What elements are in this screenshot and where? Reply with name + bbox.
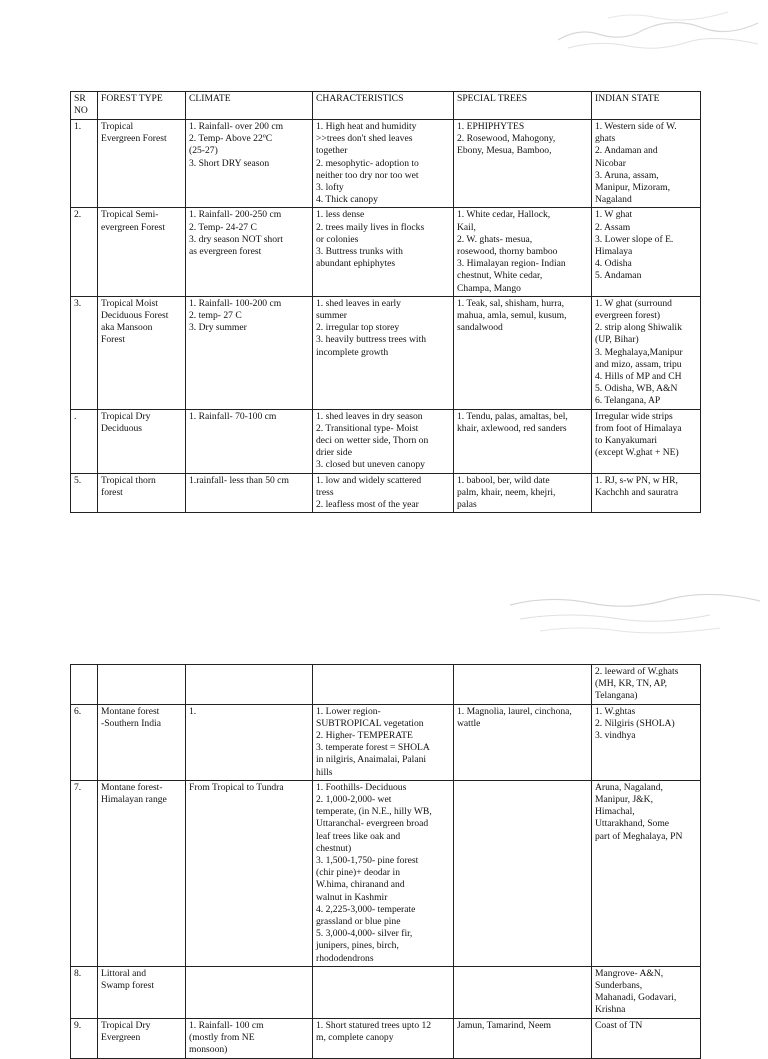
table-cell: From Tropical to Tundra — [186, 780, 313, 966]
table-cell: 1. Tendu, palas, amaltas, bel, khair, axlewood, red sanders — [454, 409, 592, 473]
table-cell: 5. — [71, 473, 98, 513]
table-row — [71, 120, 701, 208]
table-cell: Coast of TN — [592, 1018, 701, 1058]
table-cell: 1. High heat and humidity >>trees don't shed leaves together 2. mesophytic- adoption to neither too dry nor too wet 3. lofty 4. Thick canopy — [313, 120, 454, 208]
table-row — [71, 208, 701, 296]
table-cell: Montane forest -Southern India — [98, 704, 186, 780]
table-cell: 1. shed leaves in dry season 2. Transitional type- Moist deci on wetter side, Thorn on drier side 3. closed but uneven canopy — [313, 409, 454, 473]
table-cell: 9. — [71, 1018, 98, 1058]
table-cell: 1. — [71, 120, 98, 208]
table-cell: 1. less dense 2. trees maily lives in flocks or colonies 3. Buttress trunks with abundant ephiphytes — [313, 208, 454, 296]
table-cell: 1. W.ghtas 2. Nilgiris (SHOLA) 3. vindhya — [592, 704, 701, 780]
table-cell: 8. — [71, 966, 98, 1018]
table-row — [71, 409, 701, 473]
header-indian-state: INDIAN STATE — [592, 92, 701, 120]
table-cell: 1. Magnolia, laurel, cinchona, wattle — [454, 704, 592, 780]
table-cell: 1. RJ, s-w PN, w HR, Kachchh and sauratra — [592, 473, 701, 513]
table-cell: 1. Rainfall- 100-200 cm 2. temp- 27 C 3. Dry summer — [186, 296, 313, 409]
table-cell: 1. Foothills- Deciduous 2. 1,000-2,000- wet temperate, (in N.E., hilly WB, Uttaranchal- evergreen broad leaf trees like oak and chestnut) 3. 1,500-1,750- pine forest (chir pine)+ deodar in W.hima, chiranand and walnut in Kashmir 4. 2,225-3,000- temperate grassland or blue pine 5. 3,000-4,000- silver fir, junipers, pines, birch, rhododendrons — [313, 780, 454, 966]
table-cell: 7. — [71, 780, 98, 966]
table-cell — [454, 665, 592, 705]
table-cell: 2. — [71, 208, 98, 296]
table-row — [71, 296, 701, 409]
table-cell: Jamun, Tamarind, Neem — [454, 1018, 592, 1058]
table-cell: 1.rainfall- less than 50 cm — [186, 473, 313, 513]
table-cell — [71, 665, 98, 705]
table-cell: 1. Rainfall- 70-100 cm — [186, 409, 313, 473]
table-row — [71, 966, 701, 1018]
table-row — [71, 473, 701, 513]
table-cell: Tropical Semi- evergreen Forest — [98, 208, 186, 296]
table-cell: 1. Short statured trees upto 12 m, complete canopy — [313, 1018, 454, 1058]
table-cell: Tropical thorn forest — [98, 473, 186, 513]
table-cell: 1. W ghat 2. Assam 3. Lower slope of E. Himalaya 4. Odisha 5. Andaman — [592, 208, 701, 296]
table-cell: 2. leeward of W.ghats (MH, KR, TN, AP, Telangana) — [592, 665, 701, 705]
table-cell: 1. Western side of W. ghats 2. Andaman and Nicobar 3. Aruna, assam, Manipur, Mizoram, Nagaland — [592, 120, 701, 208]
forest-types-table — [70, 91, 701, 513]
header-sr-no: SR NO — [71, 92, 98, 120]
table-cell — [454, 966, 592, 1018]
header-characteristics: CHARACTERISTICS — [313, 92, 454, 120]
table-cell: 1. EPHIPHYTES 2. Rosewood, Mahogony, Ebony, Mesua, Bamboo, — [454, 120, 592, 208]
table-cell: Tropical Dry Deciduous — [98, 409, 186, 473]
table-cell: 1. Rainfall- 100 cm (mostly from NE monsoon) — [186, 1018, 313, 1058]
table-cell: 1. White cedar, Hallock, Kail, 2. W. ghats- mesua, rosewood, thorny bamboo 3. Himalayan region- Indian chestnut, White cedar, Champa, Mango — [454, 208, 592, 296]
header-forest-type: FOREST TYPE — [98, 92, 186, 120]
table-cell — [186, 665, 313, 705]
table-cell: 1. — [186, 704, 313, 780]
table-cell — [98, 665, 186, 705]
table-row — [71, 665, 701, 705]
table-header-row — [71, 92, 701, 120]
table-cell: 1. Teak, sal, shisham, hurra, mahua, amla, semul, kusum, sandalwood — [454, 296, 592, 409]
table-cell: Tropical Dry Evergreen — [98, 1018, 186, 1058]
table-cell: Littoral and Swamp forest — [98, 966, 186, 1018]
table-cell: 6. — [71, 704, 98, 780]
table-cell: Irregular wide strips from foot of Himalaya to Kanyakumari (except W.ghat + NE) — [592, 409, 701, 473]
table-row — [71, 704, 701, 780]
forest-types-table-continued — [70, 664, 701, 1059]
table-cell — [313, 966, 454, 1018]
table-cell: . — [71, 409, 98, 473]
table-cell: Tropical Evergreen Forest — [98, 120, 186, 208]
table-cell: 3. — [71, 296, 98, 409]
table-cell: Tropical Moist Deciduous Forest aka Mansoon Forest — [98, 296, 186, 409]
table-row — [71, 780, 701, 966]
table-cell — [454, 780, 592, 966]
table-cell: Montane forest- Himalayan range — [98, 780, 186, 966]
table-cell: 1. Rainfall- over 200 cm 2. Temp- Above 22ºC (25-27) 3. Short DRY season — [186, 120, 313, 208]
table-cell: 1. Rainfall- 200-250 cm 2. Temp- 24-27 C 3. dry season NOT short as evergreen forest — [186, 208, 313, 296]
table-cell: Mangrove- A&N, Sunderbans, Mahanadi, Godavari, Krishna — [592, 966, 701, 1018]
table-cell: Aruna, Nagaland, Manipur, J&K, Himachal, Uttarakhand, Some part of Meghalaya, PN — [592, 780, 701, 966]
table-cell: 1. shed leaves in early summer 2. irregular top storey 3. heavily buttress trees with incomplete growth — [313, 296, 454, 409]
table-cell — [186, 966, 313, 1018]
header-climate: CLIMATE — [186, 92, 313, 120]
table-row — [71, 1018, 701, 1058]
table-cell: 1. low and widely scattered tress 2. leafless most of the year — [313, 473, 454, 513]
table-cell: 1. Lower region- SUBTROPICAL vegetation 2. Higher- TEMPERATE 3. temperate forest = SHOLA in nilgiris, Anaimalai, Palani hills — [313, 704, 454, 780]
table-cell: 1. W ghat (surround evergreen forest) 2. strip along Shiwalik (UP, Bihar) 3. Meghalaya,Manipur and mizo, assam, tripu 4. Hills of MP and CH 5. Odisha, WB, A&N 6. Telangana, AP — [592, 296, 701, 409]
header-special-trees: SPECIAL TREES — [454, 92, 592, 120]
table-cell: 1. babool, ber, wild date palm, khair, neem, khejri, palas — [454, 473, 592, 513]
table-cell — [313, 665, 454, 705]
